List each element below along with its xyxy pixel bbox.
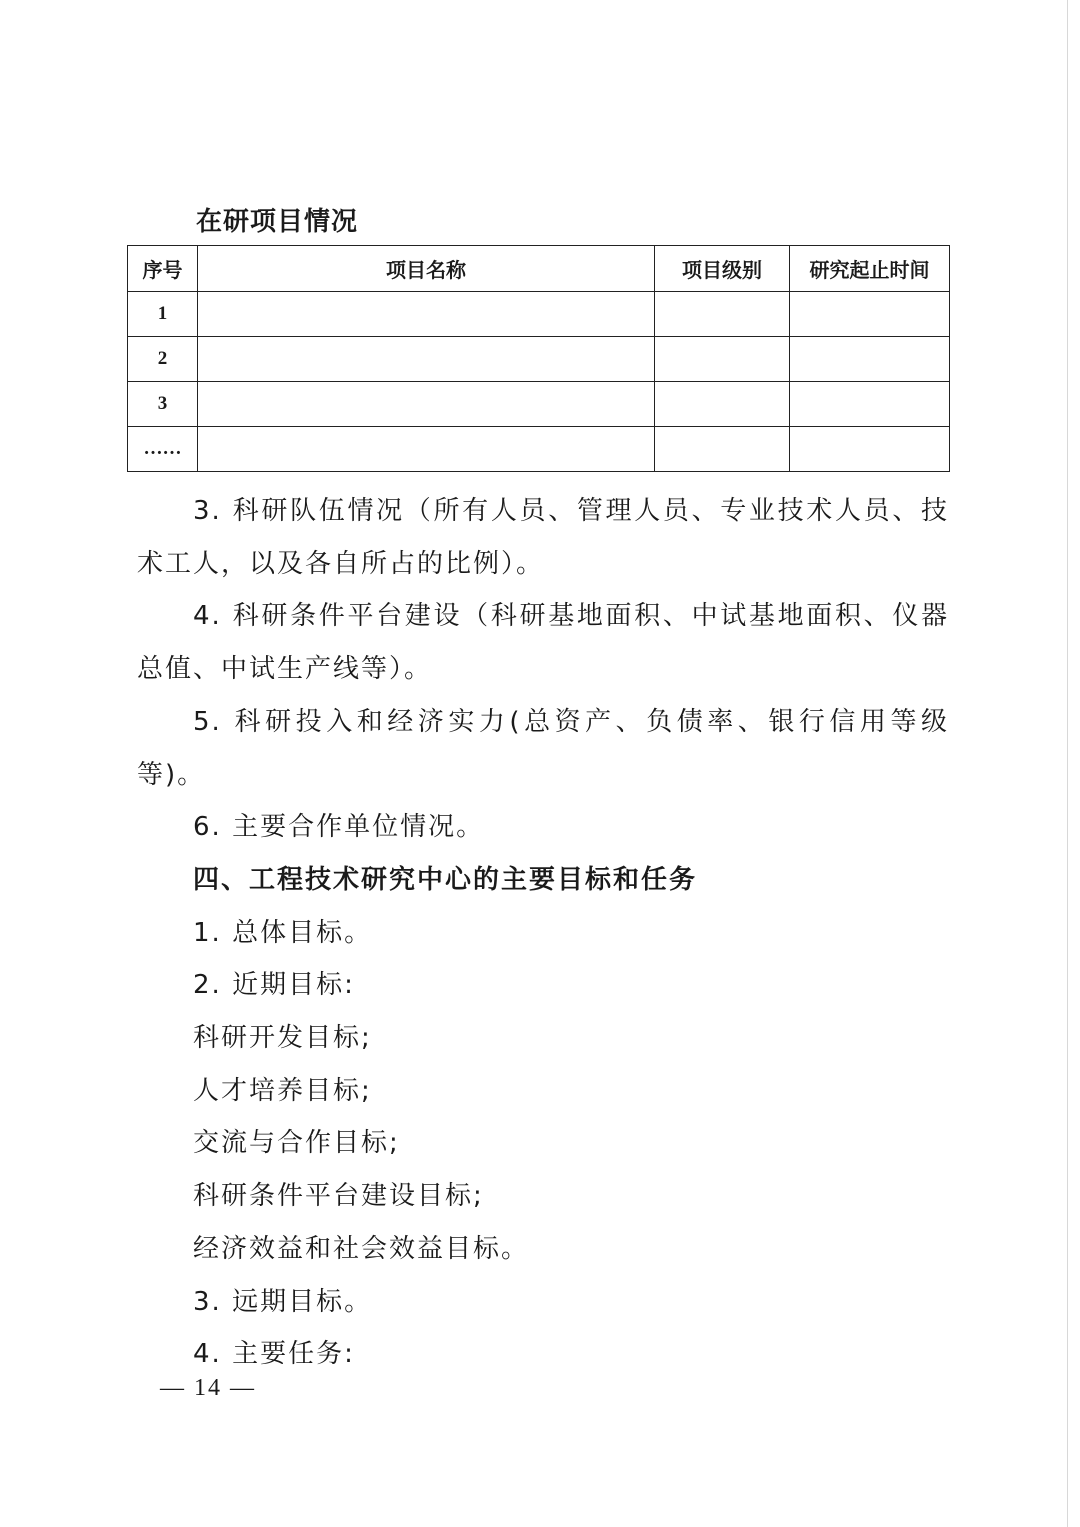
item-talent-goal: 人才培养目标; <box>193 1075 372 1106</box>
cell-research-period <box>790 337 950 382</box>
item-near-term-goals: 2. 近期目标: <box>193 970 355 1001</box>
cell-project-name <box>198 427 655 472</box>
table-row <box>128 427 950 472</box>
section-heading-goals-tasks: 四、工程技术研究中心的主要目标和任务 <box>193 864 698 895</box>
item-overall-goal: 1. 总体目标。 <box>193 917 373 948</box>
projects-table <box>127 245 950 472</box>
paragraph-partner-units: 6. 主要合作单位情况。 <box>193 812 485 843</box>
table-title: 在研项目情况 <box>196 207 359 237</box>
cell-project-name <box>198 337 655 382</box>
cell-serial: 1 <box>128 292 198 337</box>
cell-project-level <box>655 427 790 472</box>
paragraph-platform-construction: 4. 科研条件平台建设（科研基地面积、中试基地面积、仪器总值、中试生产线等）。 <box>137 601 949 685</box>
cell-project-level <box>655 337 790 382</box>
cell-research-period <box>790 427 950 472</box>
item-exchange-goal: 交流与合作目标; <box>193 1128 400 1159</box>
item-rd-goal: 科研开发目标; <box>193 1023 372 1054</box>
paragraph-research-team: 3. 科研队伍情况（所有人员、管理人员、专业技术人员、技术工人，以及各自所占的比例）。 <box>137 496 949 579</box>
paragraph-investment-strength: 5. 科研投入和经济实力(总资产、负债率、银行信用等级等)。 <box>137 706 949 790</box>
header-serial: 序号 <box>128 246 198 292</box>
table-row <box>128 382 950 427</box>
cell-project-level <box>655 292 790 337</box>
table-row <box>128 292 950 337</box>
table-header-row <box>128 246 950 292</box>
cell-project-name <box>198 382 655 427</box>
page-edge-line <box>1067 0 1068 1527</box>
item-main-tasks: 4. 主要任务: <box>193 1339 355 1370</box>
header-project-level: 项目级别 <box>655 246 790 292</box>
table-row <box>128 337 950 382</box>
page-number: — 14 — <box>160 1375 256 1401</box>
item-benefit-goal: 经济效益和社会效益目标。 <box>193 1233 530 1264</box>
document-body <box>137 485 949 1381</box>
item-platform-goal: 科研条件平台建设目标; <box>193 1181 484 1212</box>
cell-research-period <box>790 292 950 337</box>
header-research-period: 研究起止时间 <box>790 246 950 292</box>
header-project-name: 项目名称 <box>198 246 655 292</box>
cell-serial: 2 <box>128 337 198 382</box>
cell-project-name <box>198 292 655 337</box>
cell-project-level <box>655 382 790 427</box>
cell-serial: 3 <box>128 382 198 427</box>
cell-serial: …… <box>128 427 198 472</box>
cell-research-period <box>790 382 950 427</box>
item-long-term-goal: 3. 远期目标。 <box>193 1286 373 1317</box>
